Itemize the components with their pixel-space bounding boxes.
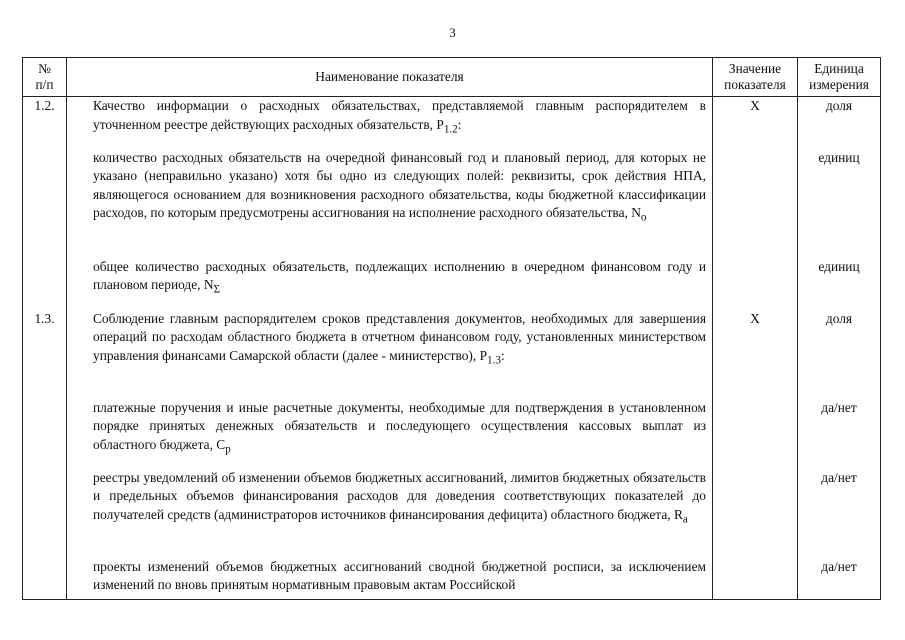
indicator-unit: да/нет — [798, 469, 881, 558]
indicator-value: X — [713, 97, 798, 149]
indicator-unit: единиц — [798, 149, 881, 258]
indicator-unit: доля — [798, 97, 881, 149]
row-number — [23, 469, 67, 558]
row-number — [23, 258, 67, 310]
indicators-table — [22, 57, 881, 600]
indicator-name: реестры уведомлений об изменении объемов бюджетных ассигнований, лимитов бюджетных обязательств и предельных объемов финансирования расходов для доведения соответствующих показателей до получателей средств (администраторов источников финансирования дефицита) областного бюджета, $R_а$ — [67, 469, 713, 558]
row-number: 1.3. — [23, 310, 67, 399]
row-number: 1.2. — [23, 97, 67, 149]
table-row — [23, 258, 881, 310]
indicator-value — [713, 469, 798, 558]
table-row — [23, 149, 881, 258]
row-number — [23, 558, 67, 600]
row-number — [23, 149, 67, 258]
table-row — [23, 399, 881, 469]
indicator-value — [713, 399, 798, 469]
indicator-value — [713, 558, 798, 600]
table-row — [23, 97, 881, 149]
header-number: № п/п — [23, 58, 67, 97]
indicator-name: количество расходных обязательств на очередной финансовый год и плановый период, для которых не указано (неправильно указано) хотя бы одно из следующих полей: реквизиты, срок действия НПА, являющегося основанием для возникновения расходного обязательства, коды бюджетной классификации расходов, по которым предусмотрены ассигнования на исполнение расходного обязательства, $N_о$ — [67, 149, 713, 258]
indicator-unit: единиц — [798, 258, 881, 310]
page-number: 3 — [449, 25, 456, 40]
header-indicator-value: Значение показателя — [713, 58, 798, 97]
row-number — [23, 399, 67, 469]
indicator-value — [713, 149, 798, 258]
indicator-unit: да/нет — [798, 399, 881, 469]
indicator-value: X — [713, 310, 798, 399]
indicator-unit: да/нет — [798, 558, 881, 600]
table-row — [23, 310, 881, 399]
table-row — [23, 469, 881, 558]
indicator-name: платежные поручения и иные расчетные документы, необходимые для подтверждения в установленном порядке принятых денежных обязательств и последующего осуществления кассовых выплат из областного бюджета, $C_р$ — [67, 399, 713, 469]
table-row — [23, 558, 881, 600]
indicator-value — [713, 258, 798, 310]
header-indicator-name: Наименование показателя — [67, 58, 713, 97]
header-unit: Единица измерения — [798, 58, 881, 97]
indicator-unit: доля — [798, 310, 881, 399]
indicator-name: общее количество расходных обязательств, подлежащих исполнению в очередном финансовом году и плановом периоде, $N_\Sigma$ — [67, 258, 713, 310]
indicator-name: Соблюдение главным распорядителем сроков представления документов, необходимых для завершения операций по расходам областного бюджета в отчетном финансовом году, установленных министерством управления финансами Самарской области (далее - министерство), $P_{1.3}$: — [67, 310, 713, 399]
indicator-name: проекты изменений объемов бюджетных ассигнований сводной бюджетной росписи, за исключением изменений по вновь принятым нормативным правовым актам Российской — [67, 558, 713, 600]
table-header-row — [23, 58, 881, 97]
indicator-name: Качество информации о расходных обязательствах, представляемой главным распорядителем в уточненном реестре действующих расходных обязательств, $P_{1.2}$: — [67, 97, 713, 149]
